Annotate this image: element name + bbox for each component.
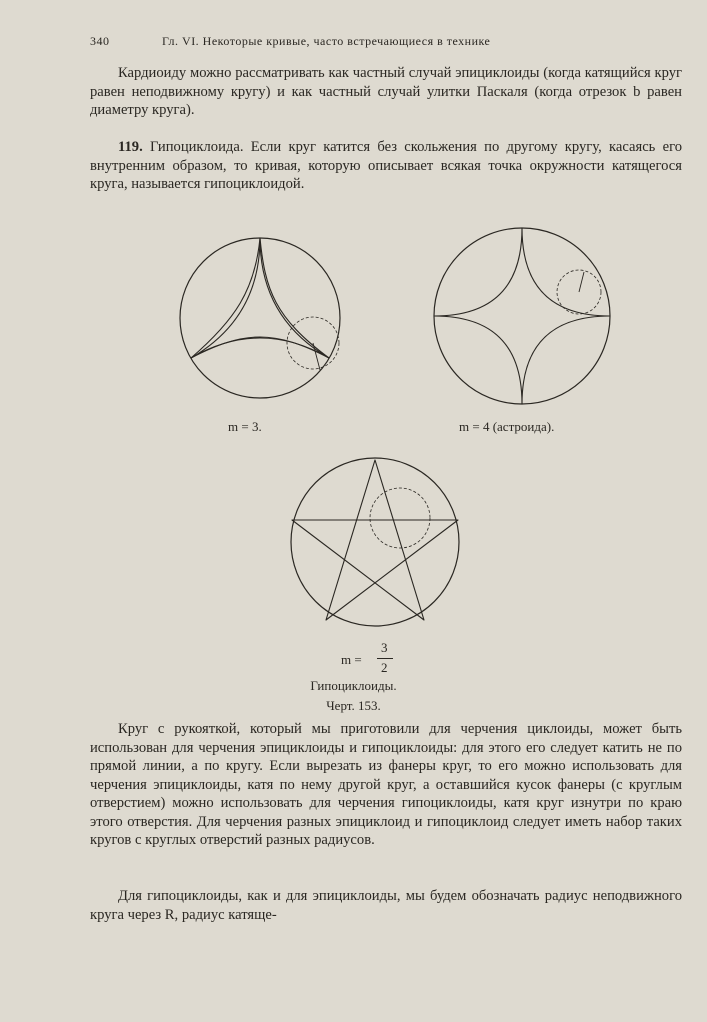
m-symbol: m = xyxy=(341,652,362,667)
caption-m3: m = 3. xyxy=(228,419,262,434)
hypocycloid-m4-figure xyxy=(424,217,620,415)
fraction-denominator: 2 xyxy=(381,660,388,675)
figure-title: Гипоциклоиды. xyxy=(310,678,397,693)
paragraph-cardioid: Кардиоиду можно рассматривать как частный случай эпициклоиды (когда катящийся круг равен неподвижному кругу) и как частный случай улитки Паскаля (когда отрезок b равен диаметру круга). xyxy=(90,65,682,118)
paragraph-hypocycloid-text: Гипоциклоида. Если круг катится без скольжения по другому кругу, касаясь его внутренним образом, то кривая, которую описывает всякая точка окружности катящегося круга, называется гипоциклоидой. xyxy=(90,139,683,192)
figure-number: Черт. 153. xyxy=(326,698,381,713)
hypocycloid-m3-2-figure xyxy=(282,448,468,636)
fixed-circle xyxy=(434,228,610,404)
paragraph-hypocycloid-definition xyxy=(90,138,682,194)
star-curve xyxy=(292,460,458,620)
caption-m4-astroid: m = 4 (астроида). xyxy=(459,419,555,434)
fraction-bar xyxy=(377,658,393,659)
page-number: 340 xyxy=(90,34,110,48)
hypocycloid-m3-figure xyxy=(165,220,355,416)
fixed-circle xyxy=(291,458,459,626)
paragraph-drawing-tool: Круг с рукояткой, который мы приготовили для черчения циклоиды, может быть использован для черчения эпициклоиды и гипоциклоиды: для этого его следует катить не по прямой линии, а по кругу. Если вырезать из фанеры круг, то его можно использовать для черчения эпициклоиды, катя по нему другой круг, а оставшийся кусок фанеры (с круглым отверстием) можно использовать для черчения гипоциклоиды, катя круг изнутри по краю этого отверстия. Для черчения разных эпициклоид и гипоциклоид следует иметь набор таких кругов с круглых отверстий разных радиусов. xyxy=(90,721,682,848)
deltoid-curve xyxy=(191,238,329,358)
fraction-numerator: 3 xyxy=(381,640,388,655)
section-number: 119. xyxy=(118,139,143,155)
astroid-curve xyxy=(434,228,610,404)
fixed-circle xyxy=(180,238,340,398)
paragraph-notation: Для гипоциклоиды, как и для эпициклоиды, мы будем обозначать радиус неподвижного круга через R, радиус катяще- xyxy=(90,888,682,923)
running-title: Гл. VI. Некоторые кривые, часто встречающиеся в технике xyxy=(162,34,491,48)
rolling-circle xyxy=(370,488,430,548)
